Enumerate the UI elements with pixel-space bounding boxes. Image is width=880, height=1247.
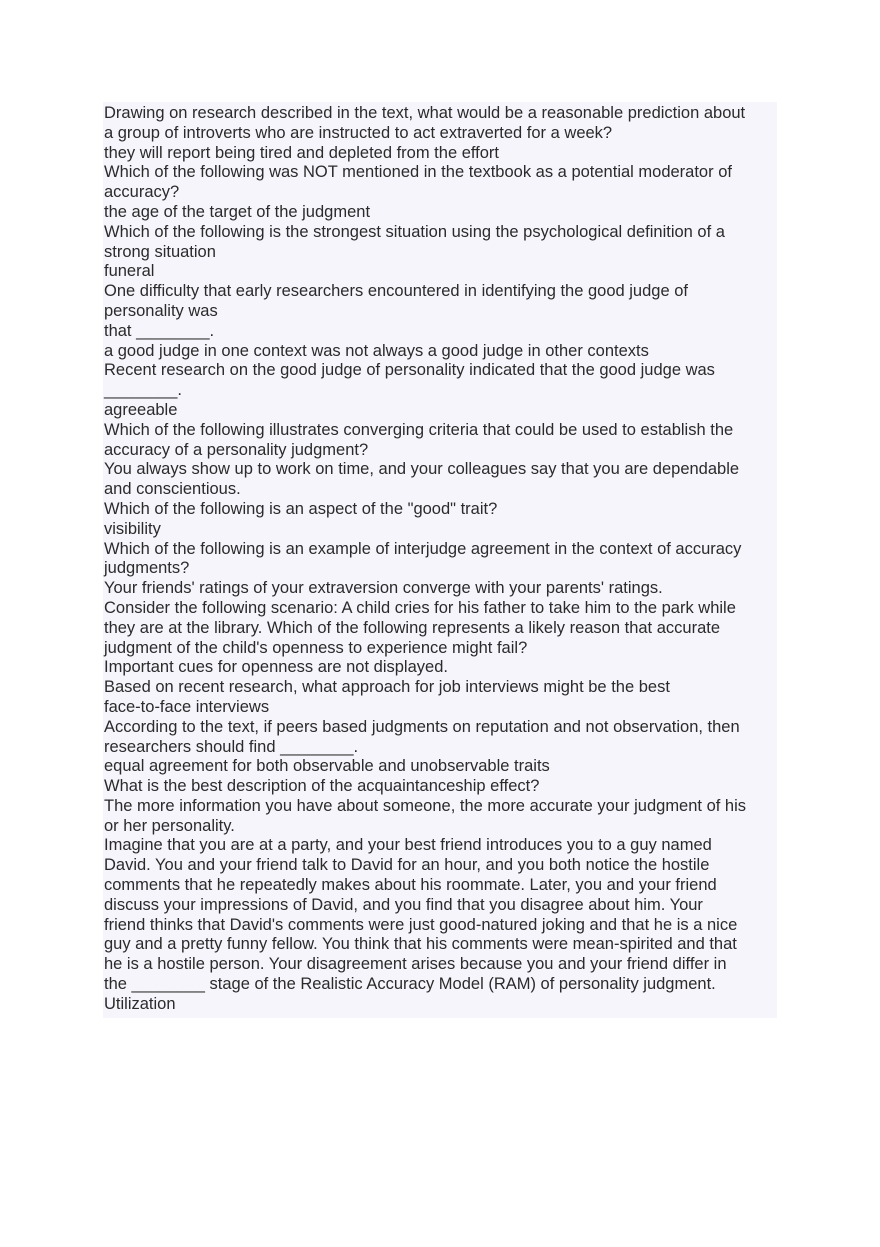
text-line: face-to-face interviews (104, 697, 270, 716)
text-line: Imagine that you are at a party, and your best friend introduces you to a guy named (104, 836, 712, 855)
text-line: researchers should find ________. (104, 737, 359, 756)
text-line: ________. (104, 381, 182, 400)
text-line: that ________. (104, 321, 215, 340)
text-line: accuracy? (104, 183, 180, 202)
question-answer-text (104, 104, 776, 1015)
text-line: friend thinks that David's comments were just good-natured joking and that he is a nice (104, 915, 738, 934)
text-line: Important cues for openness are not displayed. (104, 658, 448, 677)
text-line: What is the best description of the acquaintanceship effect? (104, 777, 540, 796)
text-line: According to the text, if peers based judgments on reputation and not observation, then (104, 717, 740, 736)
text-line: Which of the following is the strongest situation using the psychological definition of a (104, 222, 725, 241)
text-line: Recent research on the good judge of personality indicated that the good judge was (104, 361, 715, 380)
text-line: Your friends' ratings of your extraversion converge with your parents' ratings. (104, 579, 663, 598)
text-line: visibility (104, 519, 161, 538)
text-line: and conscientious. (104, 480, 241, 499)
text-line: strong situation (104, 242, 216, 261)
text-line: Drawing on research described in the text, what would be a reasonable prediction about (104, 104, 746, 122)
text-line: or her personality. (104, 816, 235, 835)
text-line: funeral (104, 262, 155, 281)
text-line: a good judge in one context was not always a good judge in other contexts (104, 341, 649, 360)
text-line: Consider the following scenario: A child cries for his father to take him to the park while (104, 598, 736, 617)
text-line: Based on recent research, what approach for job interviews might be the best (104, 678, 670, 697)
text-line: Which of the following is an aspect of the "good" trait? (104, 499, 498, 518)
text-line: the age of the target of the judgment (104, 202, 371, 221)
text-line: Which of the following is an example of interjudge agreement in the context of accuracy (104, 539, 742, 558)
text-line: Utilization (104, 994, 176, 1013)
text-line: they will report being tired and depleted from the effort (104, 143, 500, 162)
text-line: judgment of the child's openness to experience might fail? (104, 638, 528, 657)
text-line: Which of the following was NOT mentioned in the textbook as a potential moderator of (104, 163, 732, 182)
text-line: personality was (104, 301, 218, 320)
text-line: the ________ stage of the Realistic Accuracy Model (RAM) of personality judgment. (104, 975, 716, 994)
text-line: he is a hostile person. Your disagreement arises because you and your friend differ in (104, 955, 727, 974)
text-line: they are at the library. Which of the following represents a likely reason that accurate (104, 618, 721, 637)
text-line: equal agreement for both observable and unobservable traits (104, 757, 550, 776)
text-line: The more information you have about someone, the more accurate your judgment of his (104, 796, 747, 815)
text-line: discuss your impressions of David, and you find that you disagree about him. Your (104, 895, 703, 914)
text-line: You always show up to work on time, and your colleagues say that you are dependable (104, 460, 740, 479)
text-line: David. You and your friend talk to David for an hour, and you both notice the hostile (104, 856, 710, 875)
text-line: agreeable (104, 400, 178, 419)
text-line: Which of the following illustrates converging criteria that could be used to establish the (104, 420, 734, 439)
text-line: a group of introverts who are instructed to act extraverted for a week? (104, 123, 613, 142)
text-line: accuracy of a personality judgment? (104, 440, 369, 459)
text-line: guy and a pretty funny fellow. You think that his comments were mean-spirited and that (104, 935, 737, 954)
text-line: judgments? (104, 559, 190, 578)
text-line: One difficulty that early researchers encountered in identifying the good judge of (104, 282, 688, 301)
text-line: comments that he repeatedly makes about his roommate. Later, you and your friend (104, 876, 717, 895)
